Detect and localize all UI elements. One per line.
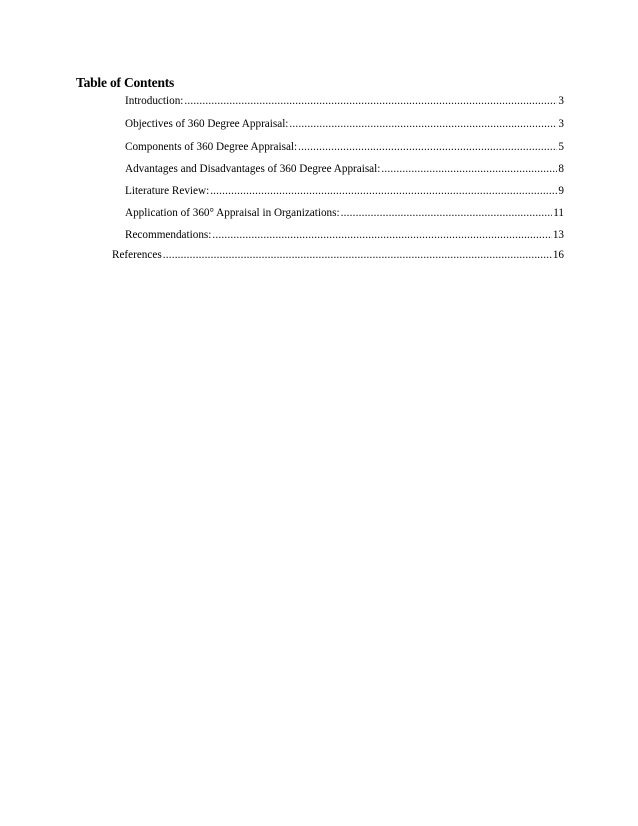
- toc-entry-label: Components of 360 Degree Appraisal:: [125, 141, 298, 153]
- toc-page-number: 9: [558, 185, 564, 197]
- toc-entry-label: References: [112, 249, 162, 261]
- toc-page-number: 8: [558, 163, 564, 175]
- toc-title: Table of Contents: [76, 75, 175, 90]
- toc-page-number: 13: [552, 229, 564, 241]
- toc-page-number: 3: [558, 118, 564, 130]
- toc-entry-literature-review[interactable]: [125, 182, 564, 198]
- toc-entry-label: Literature Review:: [125, 185, 210, 197]
- toc-dot-leader: [381, 162, 557, 176]
- toc-entry-advantages[interactable]: [125, 160, 564, 176]
- toc-dot-leader: [289, 117, 557, 131]
- toc-entry-label: Advantages and Disadvantages of 360 Degree Appraisal:: [125, 163, 381, 175]
- toc-list: [0, 0, 638, 300]
- toc-page-number: 11: [553, 207, 564, 219]
- toc-entry-label: Application of 360° Appraisal in Organizations:: [125, 207, 340, 219]
- toc-entry-components[interactable]: [125, 138, 564, 154]
- toc-page-number: 5: [558, 141, 564, 153]
- toc-dot-leader: [212, 228, 551, 242]
- toc-entry-recommendations[interactable]: [125, 226, 564, 242]
- toc-dot-leader: [210, 184, 557, 198]
- toc-page-number: 3: [558, 95, 564, 107]
- toc-entry-label: Objectives of 360 Degree Appraisal:: [125, 118, 289, 130]
- toc-page-number: 16: [552, 249, 564, 261]
- toc-dot-leader: [341, 206, 553, 220]
- toc-dot-leader: [163, 248, 552, 262]
- toc-entry-label: Recommendations:: [125, 229, 212, 241]
- toc-dot-leader: [184, 94, 557, 108]
- toc-entry-application[interactable]: [125, 204, 564, 220]
- toc-entry-label: Introduction:: [125, 95, 184, 107]
- toc-entry-objectives[interactable]: [125, 115, 564, 131]
- toc-entry-introduction[interactable]: [125, 92, 564, 108]
- toc-dot-leader: [298, 140, 557, 154]
- toc-entry-references[interactable]: [112, 246, 564, 262]
